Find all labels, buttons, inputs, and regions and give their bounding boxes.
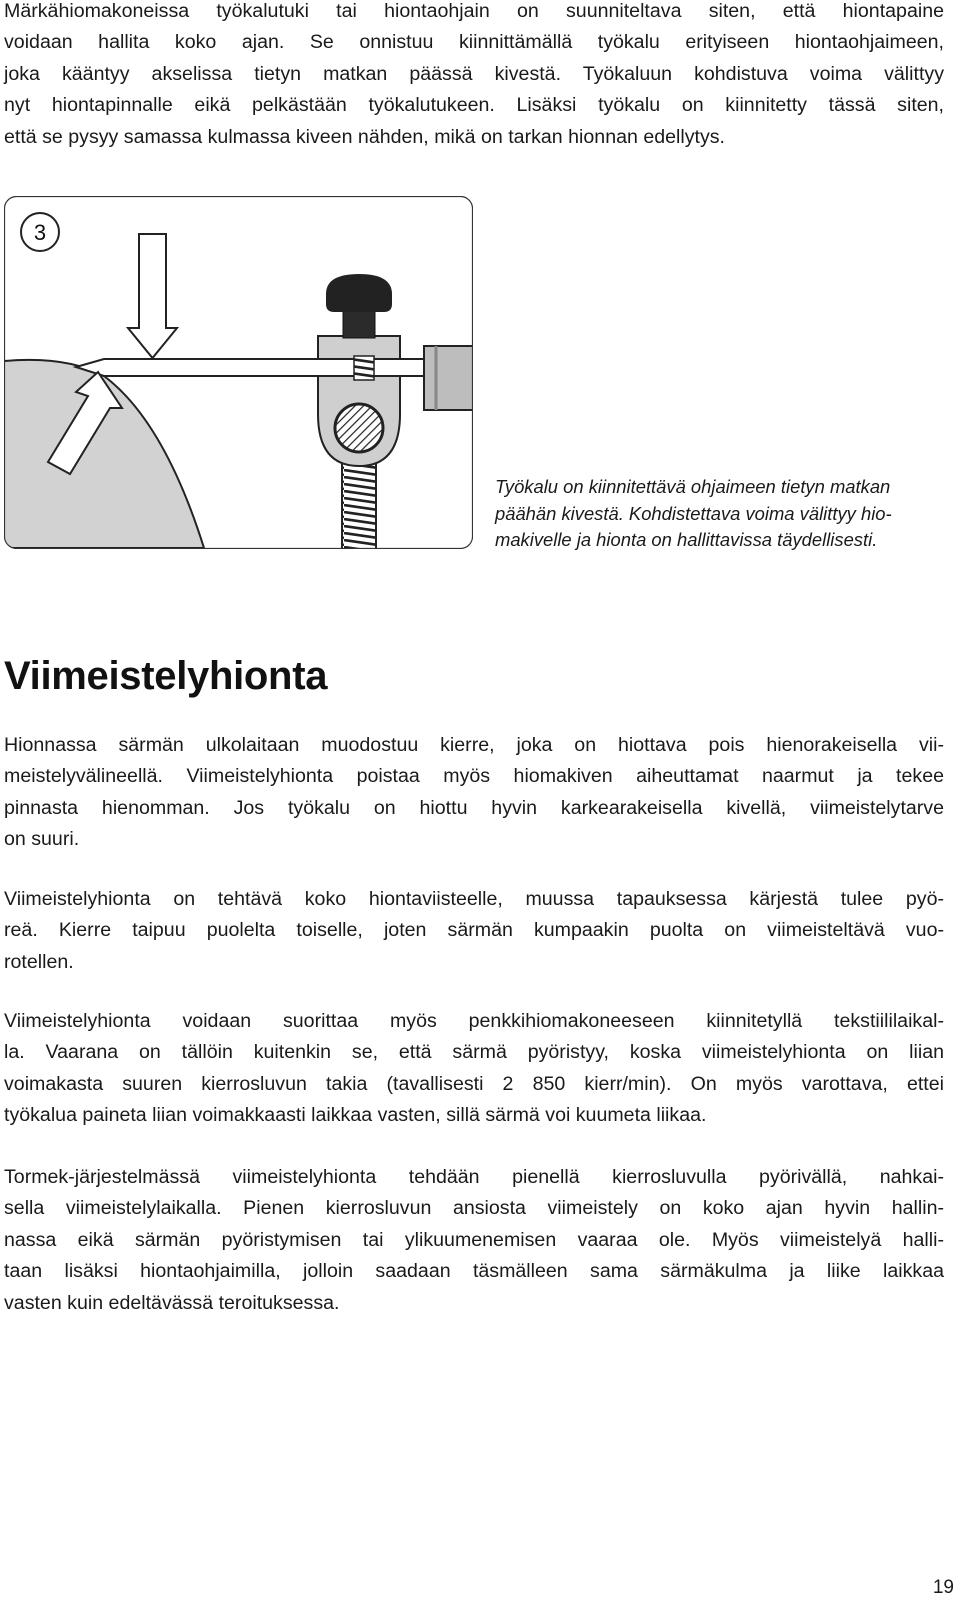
- text-line: reä. Kierre taipuu puolelta toiselle, joten särmän kumpaakin puolta on viimeisteltävä vuo-: [4, 919, 944, 942]
- section-paragraph-4: [4, 1162, 944, 1319]
- section-paragraph-2: [4, 884, 944, 978]
- intro-paragraph: [4, 0, 944, 153]
- text-line: että se pysyy samassa kulmassa kiveen nähden, mikä on tarkan hionnan edellytys.: [4, 125, 725, 148]
- text-line: nyt hiontapinnalle eikä pelkästään työkalutukeen. Lisäksi työkalu on kiinnitetty tässä siten,: [4, 94, 944, 117]
- force-arrow-down-icon: [128, 234, 177, 358]
- text-line: vasten kuin edeltävässä teroituksessa.: [4, 1291, 340, 1314]
- text-line: sella viimeistelylaikalla. Pienen kierrosluvun ansiosta viimeistely on koko ajan hyvin hallin-: [4, 1197, 944, 1220]
- text-line: nassa eikä särmän pyöristymisen tai ylikuumenemisen vaaraa ole. Myös viimeistelyä halli-: [4, 1228, 944, 1251]
- knob-icon: [326, 274, 392, 312]
- caption-line: makivelle ja hionta on hallittavissa täydellisesti.: [495, 529, 878, 550]
- text-line: taan lisäksi hiontaohjaimilla, jolloin saadaan täsmälleen sama särmäkulma ja liike laikkaa: [4, 1260, 944, 1283]
- support-bar: [424, 346, 473, 410]
- text-line: la. Vaarana on tällöin kuitenkin se, että särmä pyöristyy, koska viimeistelyhionta on liian: [4, 1041, 944, 1064]
- text-line: Viimeistelyhionta voidaan suorittaa myös penkkihiomakoneeseen kiinnitetyllä tekstiililaikal-: [4, 1010, 944, 1032]
- figure-number: 3: [33, 220, 47, 245]
- grinding-jig-diagram: [4, 196, 473, 549]
- text-line: Viimeistelyhionta on tehtävä koko hiontaviisteelle, muussa tapauksessa kärjestä tulee pyö-: [4, 888, 944, 910]
- figure-illustration: [4, 196, 473, 549]
- caption-line: päähän kivestä. Kohdistettava voima välittyy hio-: [495, 502, 892, 524]
- text-line: rotellen.: [4, 950, 74, 973]
- pivot-axle: [335, 404, 383, 452]
- figure-caption: [495, 474, 945, 554]
- section-title: Viimeistelyhionta: [4, 654, 328, 698]
- text-line: Hionnassa särmän ulkolaitaan muodostuu kierre, joka on hiottava pois hienorakeisella vii-: [4, 734, 944, 756]
- caption-line: Työkalu on kiinnitettävä ohjaimeen tietyn matkan: [495, 476, 891, 497]
- page-number: 19: [932, 1577, 954, 1598]
- threaded-rod: [342, 454, 376, 549]
- section-paragraph-1: [4, 730, 944, 856]
- text-line: voimakasta suuren kierrosluvun takia (tavallisesti 2 850 kierr/min). On myös varottava, ettei: [4, 1072, 944, 1095]
- text-line: voidaan hallita koko ajan. Se onnistuu kiinnittämällä työkalu erityiseen hiontaohjaimeen,: [4, 31, 944, 54]
- section-paragraph-3: [4, 1006, 944, 1132]
- text-line: pinnasta hienomman. Jos työkalu on hiottu hyvin karkearakeisella kivellä, viimeistelytarve: [4, 796, 944, 819]
- text-line: on suuri.: [4, 828, 80, 851]
- text-line: joka kääntyy akselissa tietyn matkan päässä kivestä. Työkaluun kohdistuva voima välittyy: [4, 62, 944, 85]
- text-line: meistelyvälineellä. Viimeistelyhionta poistaa myös hiomakiven aiheuttamat naarmut ja tekee: [4, 765, 944, 788]
- text-line: Tormek-järjestelmässä viimeistelyhionta tehdään pienellä kierrosluvulla pyörivällä, nahkai-: [4, 1166, 944, 1188]
- text-line: työkalua paineta liian voimakkaasti laikkaa vasten, sillä särmä voi kuumeta liikaa.: [4, 1104, 707, 1127]
- text-line: Märkähiomakoneissa työkalutuki tai hiontaohjain on suunniteltava siten, että hiontapaine: [4, 0, 944, 22]
